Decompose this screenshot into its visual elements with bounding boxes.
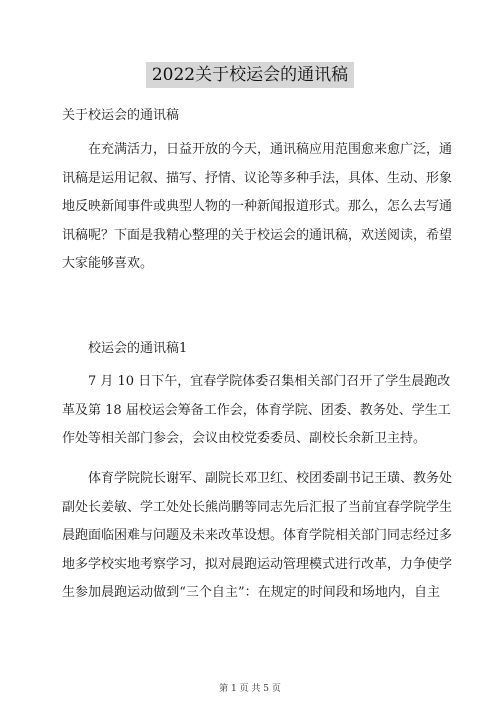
- paragraph-1-line: 7 月 10 日下午，宜春学院体委召集相关部门召开了学生晨跑改: [88, 374, 451, 389]
- paragraph-1-line: 革及第 18 届校运会筹备工作会，体育学院、团委、教务处、学生工: [62, 402, 451, 418]
- paragraph-2-line: 晨跑面临困难与问题及未来改革设想。体育学院相关部门同志经过多: [62, 528, 453, 544]
- paragraph-2-line: 副处长姜敏、学工处处长熊尚鹏等同志先后汇报了当前宜春学院学生: [62, 499, 453, 515]
- paragraph-1-line: 作处等相关部门参会，会议由校党委委员、副校长余新卫主持。: [62, 431, 427, 447]
- document-title: [0, 62, 500, 88]
- intro-line: 在充满活力，日益开放的今天，通讯稿应用范围愈来愈广泛，通: [88, 142, 453, 157]
- intro-line: 地反映新闻事件或典型人物的一种新闻报道形式。那么，怎么去写通: [62, 199, 453, 215]
- paragraph-1: [62, 368, 451, 454]
- intro-line: 大家能够喜欢。: [62, 256, 154, 272]
- intro-line: 讯稿是运用记叙、描写、抒情、议论等多种手法，具体、生动、形象: [62, 170, 453, 186]
- intro-paragraph: [62, 136, 453, 279]
- subtitle: 关于校运会的通讯稿: [62, 108, 180, 123]
- paragraph-2-line: 地多学校实地考察学习，拟对晨跑运动管理模式进行改革，力争使学: [62, 556, 453, 572]
- paragraph-2-line: 体育学院院长谢军、副院长邓卫红、校团委副书记王璜、教务处: [88, 471, 453, 486]
- title-text: 2022关于校运会的通讯稿: [146, 62, 354, 88]
- intro-line: 讯稿呢？下面是我精心整理的关于校运会的通讯稿，欢送阅读，希望: [62, 227, 453, 243]
- paragraph-2: [62, 465, 453, 608]
- page-footer: 第 1 页 共 5 页: [219, 684, 281, 694]
- paragraph-2-line: 生参加晨跑运动做到“三个自主”：在规定的时间段和场地内，自主: [62, 585, 440, 601]
- section-heading: 校运会的通讯稿1: [88, 341, 188, 356]
